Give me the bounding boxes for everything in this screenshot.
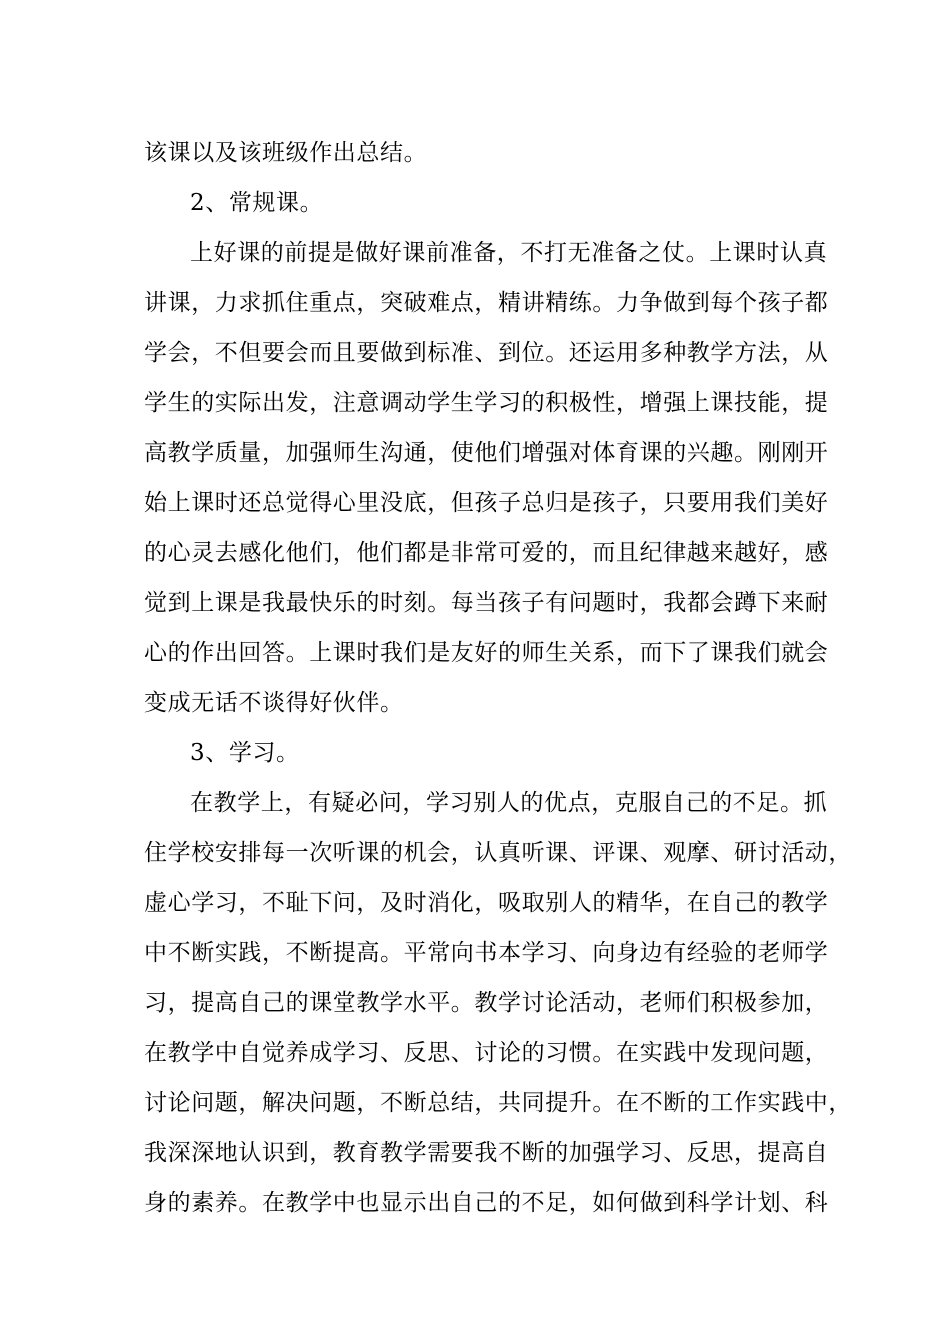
paragraph-line: 该课以及该班级作出总结。 [144,140,428,166]
paragraph-line: 虚心学习，不耻下问，及时消化，吸取别人的精华，在自己的教学 [144,890,829,916]
paragraph-line: 习，提高自己的课堂教学水平。教学讨论活动，老师们积极参加， [144,990,829,1016]
paragraph-line: 上好课的前提是做好课前准备，不打无准备之仗。上课时认真 [190,240,828,266]
paragraph-line: 觉到上课是我最快乐的时刻。每当孩子有问题时，我都会蹲下来耐 [144,590,829,616]
paragraph-line: 高教学质量，加强师生沟通，使他们增强对体育课的兴趣。刚刚开 [144,440,829,466]
paragraph-line: 讲课，力求抓住重点，突破难点，精讲精练。力争做到每个孩子都 [144,290,829,316]
document-body [144,131,852,1231]
paragraph-line: 心的作出回答。上课时我们是友好的师生关系，而下了课我们就会 [144,640,829,666]
paragraph-line: 身的素养。在教学中也显示出自己的不足，如何做到科学计划、科 [144,1190,829,1216]
paragraph-line: 在教学中自觉养成学习、反思、讨论的习惯。在实践中发现问题， [144,1040,829,1066]
paragraph-line: 中不断实践，不断提高。平常向书本学习、向身边有经验的老师学 [144,940,829,966]
paragraph-line: 变成无话不谈得好伙伴。 [144,690,404,716]
paragraph-line: 学生的实际出发，注意调动学生学习的积极性，增强上课技能，提 [144,390,829,416]
paragraph-line: 在教学上，有疑必问，学习别人的优点，克服自己的不足。抓 [190,790,828,816]
paragraph-line: 讨论问题，解决问题，不断总结，共同提升。在不断的工作实践中， [144,1090,852,1116]
paragraph-line: 住学校安排每一次听课的机会，认真听课、评课、观摩、研讨活动， [144,840,852,866]
paragraph-line: 的心灵去感化他们，他们都是非常可爱的，而且纪律越来越好，感 [144,540,829,566]
paragraph-line: 始上课时还总觉得心里没底，但孩子总归是孩子，只要用我们美好 [144,490,829,516]
paragraph-line: 学会，不但要会而且要做到标准、到位。还运用多种教学方法，从 [144,340,829,366]
section-heading-regular-class: 2、常规课。 [190,190,324,216]
paragraph-line: 我深深地认识到，教育教学需要我不断的加强学习、反思，提高自 [144,1140,829,1166]
section-heading-learning: 3、学习。 [190,740,300,766]
